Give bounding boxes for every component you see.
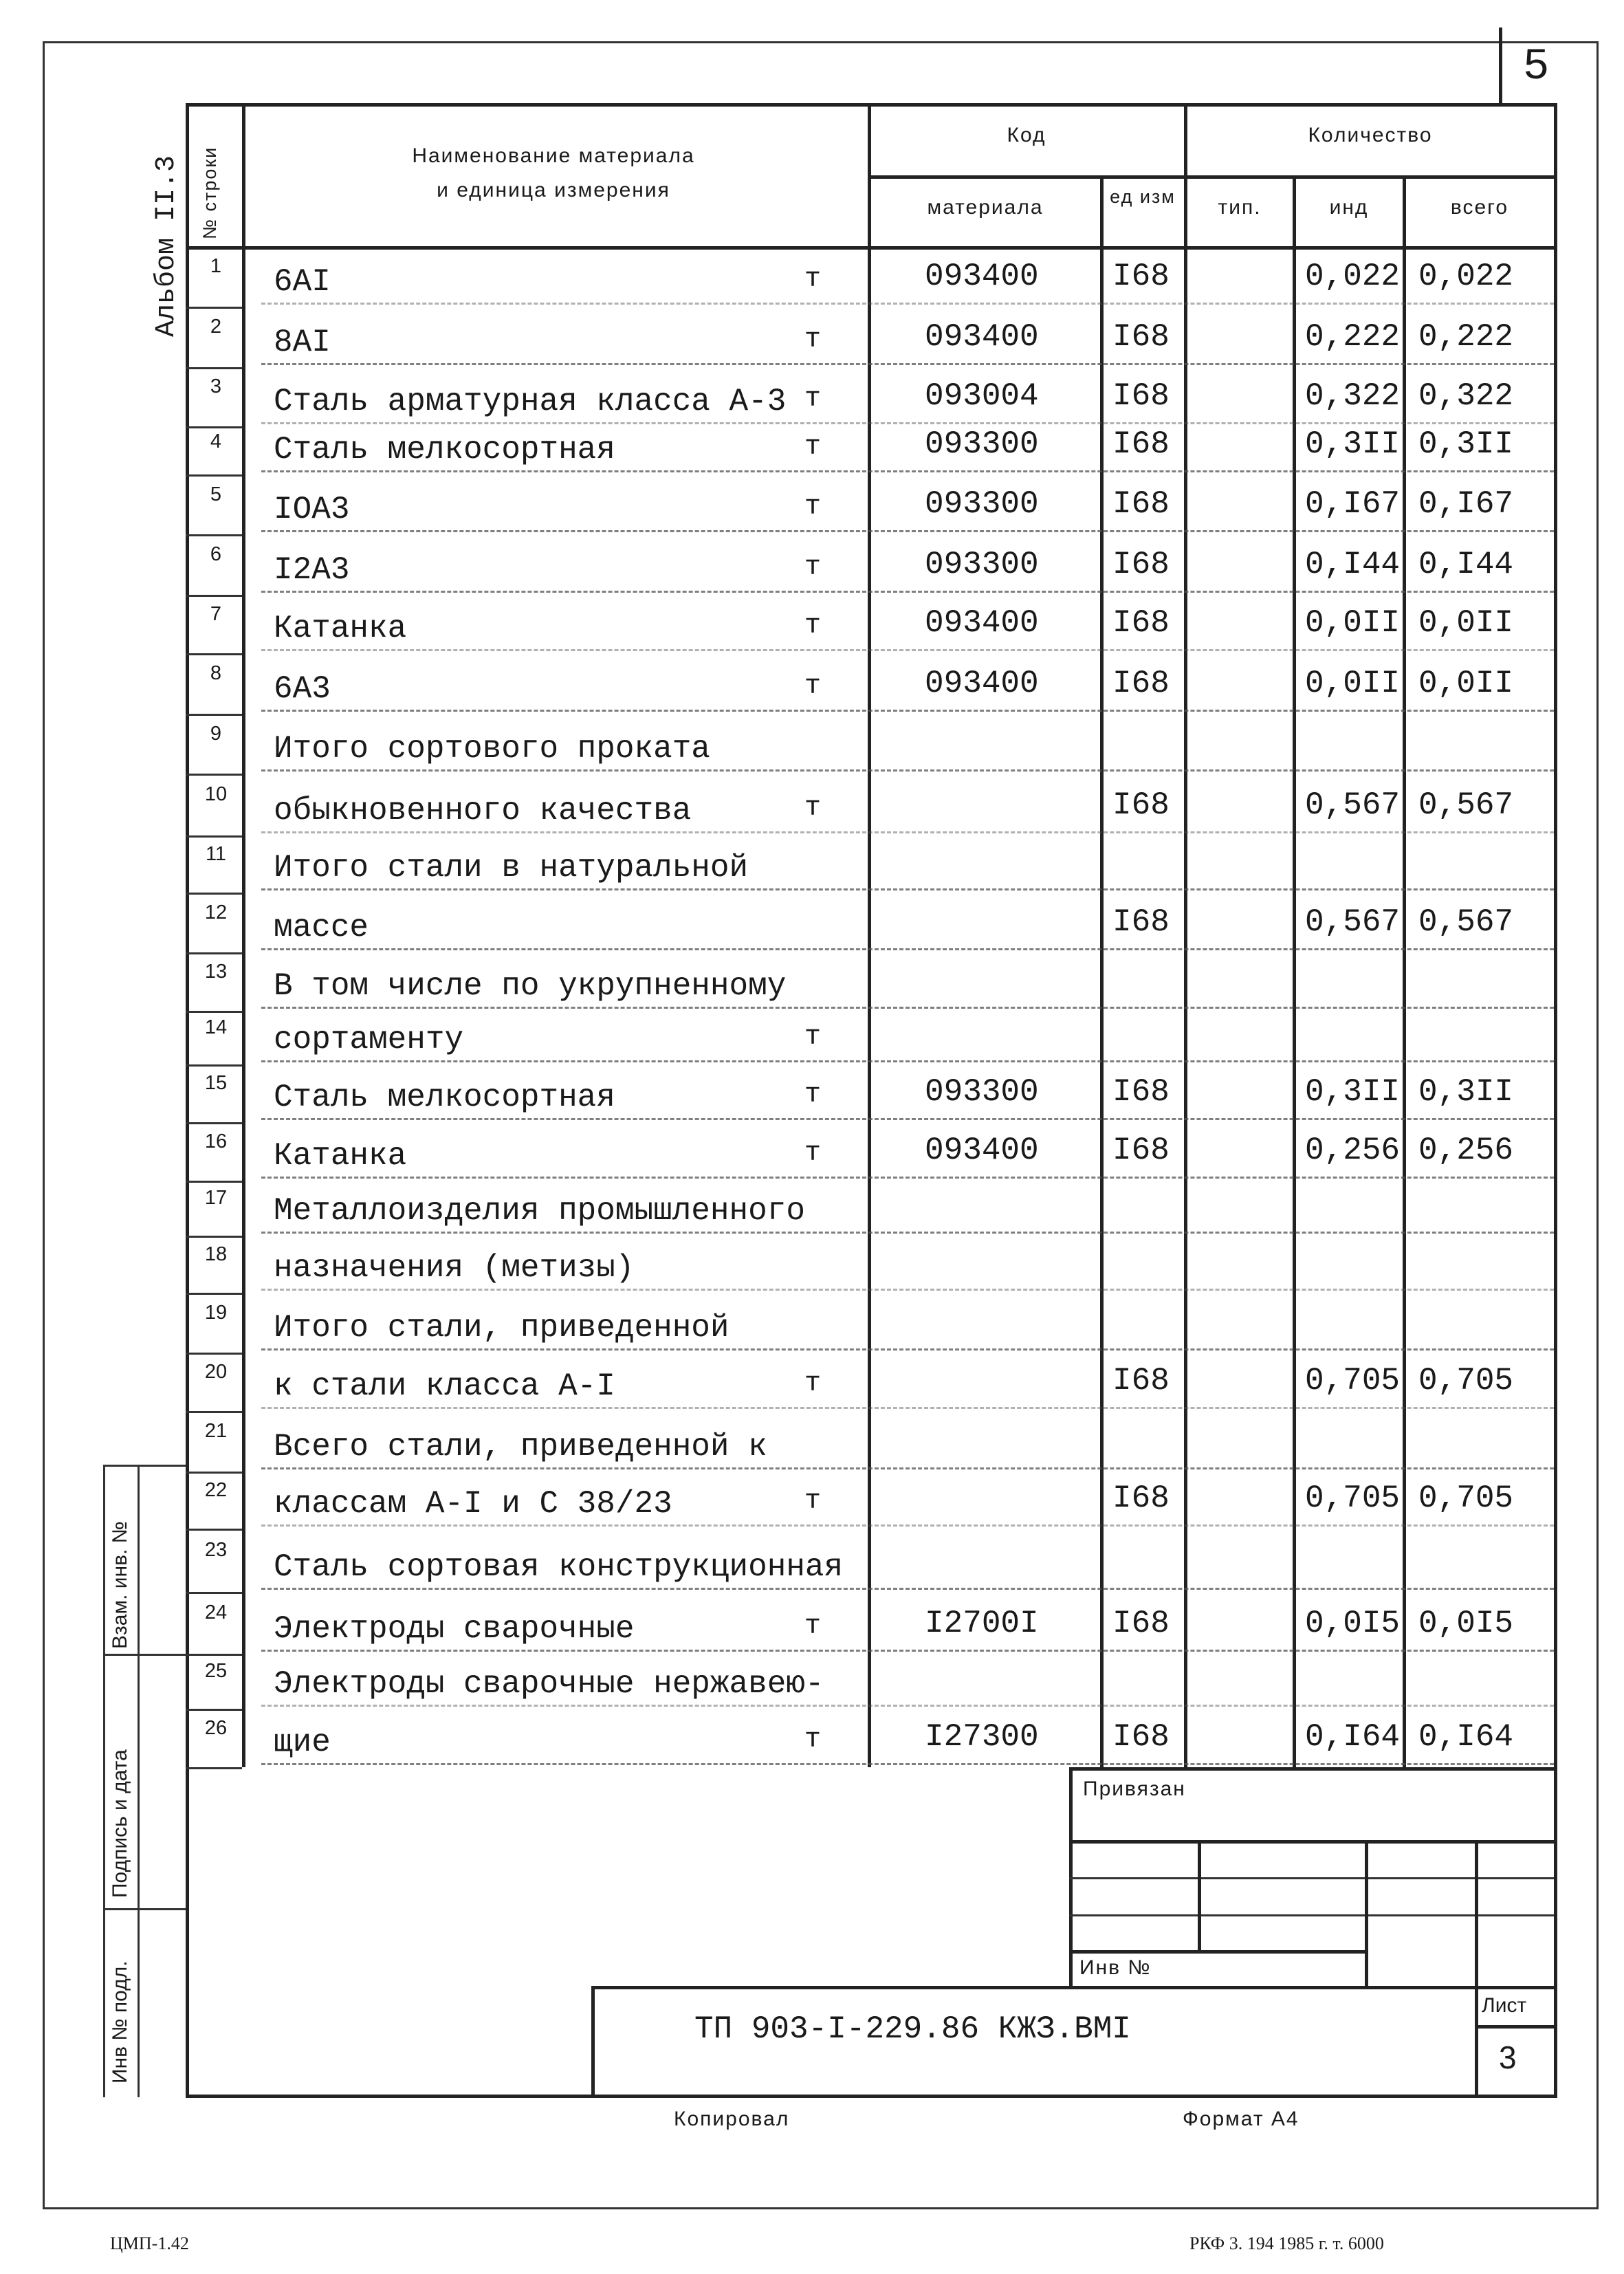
- row-material-name: Металлоизделия промышленного: [274, 1193, 805, 1229]
- row-unit-code: I68: [1112, 787, 1170, 823]
- side-label-signature: Подпись и дата: [109, 1749, 131, 1898]
- row-qty-total: 0,I44: [1418, 547, 1514, 582]
- row-qty-ind: 0,567: [1305, 787, 1401, 823]
- row-qty-total: 0,I64: [1418, 1719, 1514, 1755]
- row-qty-ind: 0,022: [1305, 259, 1401, 294]
- table-row: [186, 246, 1554, 307]
- row-qty-total: 0,3II: [1418, 1074, 1514, 1110]
- header-name-unit: и единица измерения: [437, 179, 670, 201]
- table-row: [186, 893, 1554, 952]
- row-number: 24: [204, 1601, 228, 1623]
- row-divider: [261, 1232, 1554, 1234]
- row-material-name: Сталь сортовая конструкционная: [274, 1549, 844, 1585]
- table-row: [186, 1592, 1554, 1654]
- frame-bottom: [43, 2207, 1599, 2209]
- sheet-box-left: [1499, 28, 1502, 105]
- row-material-name: щие: [274, 1725, 331, 1760]
- row-qty-total: 0,705: [1418, 1363, 1514, 1399]
- row-material-name: IOA3: [274, 492, 350, 527]
- row-qty-total: 0,322: [1418, 378, 1514, 414]
- row-qty-ind: 0,256: [1305, 1133, 1401, 1168]
- row-qty-ind: 0,322: [1305, 378, 1401, 414]
- frame-right: [1596, 41, 1599, 2207]
- row-unit-code: I68: [1112, 259, 1170, 294]
- table-row: [186, 1181, 1554, 1236]
- row-unit-code: I68: [1112, 1363, 1170, 1399]
- row-material-name: Сталь мелкосортная: [274, 432, 615, 468]
- footer-left-code: ЦМП-1.42: [110, 2233, 189, 2253]
- row-divider: [261, 1007, 1554, 1009]
- row-number: 21: [204, 1420, 228, 1442]
- row-material-name: 6A3: [274, 671, 331, 707]
- table-row: [186, 1411, 1554, 1472]
- row-material-name: Итого стали в натуральной: [274, 850, 749, 886]
- row-material-code: I27300: [925, 1719, 1039, 1755]
- row-number: 19: [204, 1301, 228, 1324]
- frame-top: [43, 41, 1596, 43]
- table-row: [186, 426, 1554, 474]
- row-number: 1: [210, 255, 222, 277]
- row-number: 5: [210, 483, 222, 505]
- table-row: [186, 774, 1554, 835]
- row-material-name: Итого стали, приведенной: [274, 1310, 729, 1346]
- row-material-code: 093400: [925, 1133, 1039, 1168]
- row-divider: [261, 1407, 1554, 1409]
- row-divider: [261, 1524, 1554, 1527]
- header-split: [868, 175, 1554, 179]
- table-row: [186, 1654, 1554, 1709]
- table-row: [186, 1472, 1554, 1529]
- header-qty: Количество: [1308, 124, 1433, 146]
- row-unit: т: [804, 384, 822, 415]
- side-strip-top: [103, 1465, 186, 1467]
- row-divider: [261, 1588, 1554, 1590]
- stamp-grid-h2: [1069, 1877, 1554, 1879]
- row-divider: [261, 1467, 1554, 1469]
- stamp-main-left: [591, 1986, 595, 2096]
- row-qty-total: 0,222: [1418, 319, 1514, 355]
- row-divider: [261, 769, 1554, 772]
- row-divider: [261, 303, 1554, 305]
- row-divider: [261, 1763, 1554, 1765]
- row-divider: [261, 422, 1554, 424]
- header-code-material: материала: [927, 196, 1044, 219]
- row-divider: [261, 1177, 1554, 1179]
- row-unit: т: [804, 611, 822, 642]
- row-qty-ind: 0,I64: [1305, 1719, 1401, 1755]
- footer-right-code: РКФ 3. 194 1985 г. т. 6000: [1189, 2233, 1384, 2253]
- row-number: 4: [210, 430, 222, 452]
- row-material-name: 6AI: [274, 264, 331, 300]
- row-qty-total: 0,0II: [1418, 605, 1514, 641]
- row-unit: т: [804, 793, 822, 824]
- row-unit-code: I68: [1112, 547, 1170, 582]
- row-material-name: Сталь мелкосортная: [274, 1080, 615, 1115]
- row-divider: [261, 888, 1554, 890]
- row-material-code: 093400: [925, 666, 1039, 701]
- row-number: 26: [204, 1716, 228, 1739]
- row-divider: [261, 530, 1554, 532]
- frame-left: [43, 41, 45, 2207]
- row-qty-total: 0,022: [1418, 259, 1514, 294]
- row-qty-total: 0,567: [1418, 904, 1514, 940]
- row-qty-total: 0,I67: [1418, 486, 1514, 522]
- row-unit: т: [804, 1725, 822, 1756]
- header-code: Код: [1007, 124, 1046, 146]
- stamp-grid-v1: [1198, 1840, 1201, 1950]
- row-qty-ind: 0,I44: [1305, 547, 1401, 582]
- row-number: 12: [204, 901, 228, 923]
- row-material-name: обыкновенного качества: [274, 793, 692, 829]
- row-qty-ind: 0,0II: [1305, 605, 1401, 641]
- row-material-code: 093400: [925, 605, 1039, 641]
- table-row: [186, 1293, 1554, 1353]
- row-number: 6: [210, 543, 222, 565]
- header-qty-ind: инд: [1329, 196, 1369, 219]
- row-material-name: Катанка: [274, 1138, 407, 1174]
- row-divider: [261, 948, 1554, 950]
- table-row: [186, 1529, 1554, 1592]
- stamp-list-number: 3: [1499, 2040, 1517, 2075]
- row-number: 22: [204, 1478, 228, 1501]
- row-unit: т: [804, 1022, 822, 1053]
- row-divider: [261, 710, 1554, 712]
- table-row: [186, 1709, 1554, 1767]
- row-number: 13: [204, 960, 228, 983]
- stamp-privyazan: Привязан: [1083, 1778, 1186, 1800]
- table-row: [186, 595, 1554, 653]
- row-divider: [261, 1705, 1554, 1707]
- stamp-grid-v3: [1475, 1840, 1478, 2095]
- table-right: [1554, 103, 1557, 2096]
- row-number: 15: [204, 1072, 228, 1094]
- stamp-top: [1069, 1767, 1554, 1771]
- row-unit-code: I68: [1112, 1480, 1170, 1516]
- table-row: [186, 714, 1554, 774]
- side-strip-sep2: [103, 1908, 186, 1910]
- stamp-list-label: Лист: [1482, 1994, 1527, 2017]
- row-unit: т: [804, 552, 822, 583]
- row-unit-code: I68: [1112, 605, 1170, 641]
- row-qty-ind: 0,I67: [1305, 486, 1401, 522]
- row-qty-total: 0,256: [1418, 1133, 1514, 1168]
- row-unit: т: [804, 1611, 822, 1642]
- table-row: [186, 474, 1554, 534]
- header-code-unit: ед изм: [1110, 186, 1176, 207]
- row-qty-ind: 0,3II: [1305, 426, 1401, 462]
- row-divider: [261, 1348, 1554, 1351]
- row-qty-total: 0,3II: [1418, 426, 1514, 462]
- row-unit-code: I68: [1112, 666, 1170, 701]
- table-row: [186, 835, 1554, 893]
- row-qty-total: 0,705: [1418, 1480, 1514, 1516]
- row-material-code: 093300: [925, 486, 1039, 522]
- row-material-name: классам А-I и С 38/23: [274, 1486, 672, 1522]
- row-number: 25: [204, 1660, 228, 1682]
- row-material-name: Итого сортового проката: [274, 731, 710, 767]
- row-qty-ind: 0,0I5: [1305, 1606, 1401, 1641]
- row-divider: [261, 831, 1554, 833]
- row-material-name: Сталь арматурная класса А-3: [274, 384, 787, 419]
- row-qty-ind: 0,705: [1305, 1363, 1401, 1399]
- row-number: 8: [210, 662, 222, 684]
- table-row: [186, 1064, 1554, 1122]
- row-number: 11: [205, 842, 227, 865]
- row-material-name: массе: [274, 910, 369, 945]
- table-bottom: [186, 2095, 1557, 2098]
- header-qty-total: всего: [1450, 196, 1509, 219]
- row-divider: [261, 470, 1554, 472]
- row-material-code: 093300: [925, 547, 1039, 582]
- row-divider: [261, 363, 1554, 365]
- row-material-name: Всего стали, приведенной к: [274, 1429, 767, 1465]
- header-name: Наименование материала: [412, 144, 695, 167]
- row-material-name: Электроды сварочные: [274, 1611, 635, 1647]
- stamp-grid-h4: [1069, 1950, 1365, 1954]
- row-unit: т: [804, 1368, 822, 1399]
- table-row: [186, 653, 1554, 714]
- row-unit-code: I68: [1112, 1133, 1170, 1168]
- row-unit: т: [804, 492, 822, 523]
- row-number: 3: [210, 375, 222, 397]
- row-unit: т: [804, 264, 822, 295]
- side-label-inv: Инв № подл.: [109, 1960, 131, 2084]
- row-material-name: назначения (метизы): [274, 1250, 635, 1286]
- table-row: [186, 367, 1554, 426]
- table-row: [186, 1011, 1554, 1064]
- footer-copied: Копировал: [674, 2108, 790, 2130]
- row-material-code: 093300: [925, 426, 1039, 462]
- table-row: [186, 952, 1554, 1011]
- row-number: 16: [204, 1130, 228, 1152]
- row-material-code: I2700I: [925, 1606, 1039, 1641]
- table-row: [186, 1353, 1554, 1411]
- header-qty-typ: тип.: [1218, 196, 1262, 219]
- table-row: [186, 307, 1554, 367]
- row-qty-ind: 0,3II: [1305, 1074, 1401, 1110]
- row-material-name: к стали класса А-I: [274, 1368, 615, 1404]
- table-row: [186, 1122, 1554, 1181]
- row-unit-code: I68: [1112, 1719, 1170, 1755]
- row-qty-total: 0,567: [1418, 787, 1514, 823]
- doc-code: ТП 903-I-229.86 КЖЗ.ВМI: [694, 2011, 1131, 2047]
- table-row: [186, 534, 1554, 595]
- row-unit: т: [804, 1138, 822, 1169]
- row-unit-code: I68: [1112, 904, 1170, 940]
- row-unit-code: I68: [1112, 1074, 1170, 1110]
- row-divider: [261, 1650, 1554, 1652]
- row-unit-code: I68: [1112, 426, 1170, 462]
- row-material-name: 8AI: [274, 325, 331, 360]
- row-qty-ind: 0,0II: [1305, 666, 1401, 701]
- row-unit: т: [804, 1486, 822, 1517]
- row-unit: т: [804, 432, 822, 463]
- side-strip-left: [103, 1465, 105, 2097]
- row-divider: [261, 1289, 1554, 1291]
- row-material-code: 093004: [925, 378, 1039, 414]
- row-number: 18: [204, 1243, 228, 1265]
- stamp-grid-h3: [1069, 1914, 1554, 1916]
- stamp-grid-v2: [1365, 1840, 1368, 1986]
- row-qty-ind: 0,222: [1305, 319, 1401, 355]
- row-unit-code: I68: [1112, 1606, 1170, 1641]
- row-divider: [261, 1118, 1554, 1120]
- footer-format: Формат А4: [1183, 2108, 1299, 2130]
- row-number: 23: [204, 1539, 228, 1561]
- row-divider: [261, 1060, 1554, 1062]
- row-qty-ind: 0,567: [1305, 904, 1401, 940]
- row-material-name: Электроды сварочные нержавею-: [274, 1666, 824, 1702]
- row-qty-ind: 0,705: [1305, 1480, 1401, 1516]
- row-unit: т: [804, 671, 822, 702]
- row-unit-code: I68: [1112, 378, 1170, 414]
- stamp-main-top: [591, 1986, 1554, 1989]
- row-material-name: I2A3: [274, 552, 350, 588]
- sheet-number-top: 5: [1523, 43, 1550, 92]
- row-number: 20: [204, 1360, 228, 1383]
- row-unit: т: [804, 325, 822, 356]
- row-number: 2: [210, 316, 222, 338]
- row-number: 10: [204, 783, 228, 805]
- header-row-no: № строки: [199, 146, 220, 239]
- row-number: 9: [210, 722, 222, 745]
- row-divider: [261, 649, 1554, 651]
- row-number: 14: [204, 1016, 228, 1038]
- row-qty-total: 0,0II: [1418, 666, 1514, 701]
- row-unit-code: I68: [1112, 486, 1170, 522]
- row-unit-code: I68: [1112, 319, 1170, 355]
- row-material-code: 093400: [925, 319, 1039, 355]
- row-unit: т: [804, 1080, 822, 1111]
- side-strip-right: [138, 1465, 140, 2097]
- table-row: [186, 1236, 1554, 1293]
- row-number-divider: [186, 1767, 242, 1769]
- row-material-name: Катанка: [274, 611, 407, 646]
- stamp-list-sep: [1475, 2025, 1554, 2029]
- side-strip-sep1: [103, 1654, 186, 1656]
- row-material-name: сортаменту: [274, 1022, 464, 1058]
- row-qty-total: 0,0I5: [1418, 1606, 1514, 1641]
- album-label: Альбом II.3: [151, 155, 182, 337]
- row-number: 7: [210, 602, 222, 625]
- row-material-code: 093300: [925, 1074, 1039, 1110]
- side-label-vzam: Взам. инв. №: [109, 1521, 131, 1649]
- row-number: 17: [204, 1187, 228, 1209]
- stamp-grid-h1: [1069, 1840, 1554, 1844]
- stamp-inv-no: Инв №: [1079, 1956, 1152, 1979]
- row-material-code: 093400: [925, 259, 1039, 294]
- row-material-name: В том числе по укрупненному: [274, 968, 787, 1004]
- row-divider: [261, 591, 1554, 593]
